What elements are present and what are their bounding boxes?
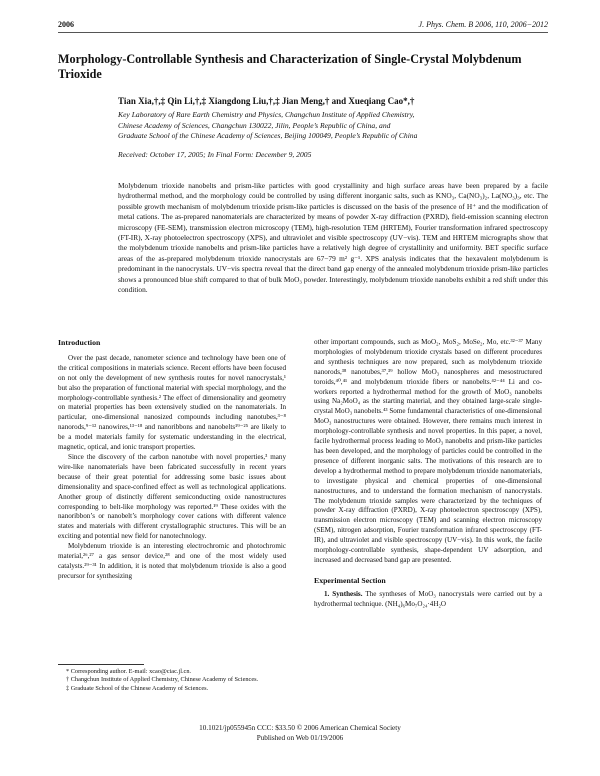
received-dates: Received: October 17, 2005; In Final Form: December 9, 2005	[118, 150, 312, 159]
journal-citation: J. Phys. Chem. B 2006, 110, 2006−2012	[418, 20, 548, 29]
right-column	[314, 338, 542, 610]
article-title: Morphology-Controllable Synthesis and Characterization of Single-Crystal Molybdenum Trioxide	[58, 52, 522, 81]
section-heading-introduction: Introduction	[58, 338, 101, 347]
intro-continued-paragraph: other important compounds, such as MoO₂, MoS₂, MoSe₂, Mo, etc.³²⁻³⁷ Many morphologies of molybdenum trioxide crystals based on different procedures and synthesis techniques are now prepared, such as molybdenum trioxide nanorods,³⁸ nanotubes,³⁷,³⁹ hollow MoO₃ nanospheres and mesostructured toroids,⁴⁰,⁴¹ and molybdenum trioxide fibers or nanobelts.⁴²⁻⁴⁴ Li and co-workers reported a hydrothermal method for the growth of MoO₃ nanobelts using Na₂MoO₄ as the starting material, and they obtained large-scale single-crystal MoO₃ nanobelts.⁴³ Some fundamental characteristics of one-dimensional MoO₃ nanostructures were obtained. However, there remains much interest in morphology-controllable synthesis and novel properties. In this paper, a novel, facile hydrothermal process leading to MoO₃ nanobelts and prism-like particles has been developed, and the morphology of particles could be controlled in the presence of different inorganic salts. The motivations of this research are to develop a hydrothermal method to prepare molybdenum trioxide nanomaterials, to investigate physical and chemical properties of one-dimensional nanostructures, and to understand the formation mechanism of nanocrystals. The molybdenum trioxide samples were characterized by the techniques of powder X-ray diffraction (PXRD), X-ray photoelectron spectroscopy (XPS), transmission electron microscopy (TEM) and scanning electron microscopy (SEM), nitrogen adsorption, Fourier transformation infrared spectroscopy (FT-IR), and ultraviolet and visible spectroscopy (UV−vis). In this work, the facile morphology-controllable synthesis, shape-dependent UV adsorption, and increased and decreased band gap are presented.	[314, 338, 542, 564]
affiliation-line: Key Laboratory of Rare Earth Chemistry and Physics, Changchun Institute of Applied Chemistry,	[118, 110, 415, 119]
section-heading-experimental: Experimental Section	[314, 575, 386, 585]
affiliation-line: Graduate School of the Chinese Academy of Sciences, Beijing 100049, People’s Republic of China	[118, 131, 418, 141]
footnote: † Changchun Institute of Applied Chemistry, Chinese Academy of Sciences.	[66, 676, 259, 684]
synthesis-text: The syntheses of MoO₃ nanocrystals were carried out by a hydrothermal technique. (NH₄)₆Mo₇O₂₄·4H₂O	[314, 589, 542, 608]
affiliations	[118, 110, 558, 142]
author-list: Tian Xia,†,‡ Qin Li,†,‡ Xiangdong Liu,†,‡ Jian Meng,† and Xueqiang Cao*,†	[118, 96, 415, 106]
doi-copyright: 10.1021/jp055945n CCC: $33.50 © 2006 American Chemical Society	[199, 724, 401, 732]
affiliation-line: Chinese Academy of Sciences, Changchun 130022, Jilin, People’s Republic of China, and	[118, 120, 391, 130]
published-date: Published on Web 01/19/2006	[256, 734, 344, 742]
intro-paragraph: Over the past decade, nanometer science and technology have been one of the critical compositions in materials science. Recent efforts have been focused on not only the development of new synthesis routes for novel nanocrystals,¹ but also the preparation of functional material with special morphology, and the morphology-controllable synthesis.² The effect of dimensionality and geometry on material properties has been extensively studied on the nanomaterials. In particular, one-dimensional nanosized compounds including nanotubes,³⁻⁸ nanorods,⁹⁻¹² nanowires,¹³⁻¹⁸ and nanoribbons and nanobelts¹⁹⁻²⁵ are likely to be a model materials family for systematic understanding in the electrical, magnetic, optical, and ionic transport properties.	[58, 353, 286, 452]
footnotes	[58, 668, 286, 693]
left-column	[58, 338, 286, 582]
footnote: ‡ Graduate School of the Chinese Academy of Sciences.	[66, 684, 209, 692]
footnote-divider	[58, 664, 144, 665]
synthesis-label: 1. Synthesis.	[324, 589, 363, 598]
running-head	[58, 20, 548, 33]
abstract: Molybdenum trioxide nanobelts and prism-like particles with good crystallinity and high surface areas have been prepared by a facile hydrothermal method, and the morphology could be controlled by using different inorganic salts, such as KNO₃, Ca(NO₃)₂, La(NO₃)₃, etc. The possible growth mechanism of molybdenum trioxide prism-like particles is discussed on the basis of the presence of H⁺ and the modification of metal cations. The as-prepared nanomaterials are characterized by means of powder X-ray diffraction (PXRD), field-emission scanning electron microscopy (FE-SEM), transmission electron microscopy (TEM), high-resolution TEM (HRTEM), Fourier transformation infrared spectroscopy (FT-IR), X-ray photoelectron spectroscopy (XPS), and ultraviolet and visible spectroscopy (UV−vis). TEM and HRTEM micrographs show that the molybdenum trioxide nanobelts and prism-like particles have a relatively high degree of crystallinity and uniformity. BET specific surface areas of the as-prepared molybdenum trioxide nanocrystals are 67−79 m² g⁻¹. XPS analysis indicates that the hexavalent molybdenum is predominant in the nanocrystals. UV−vis spectra reveal that the direct band gap energy of the annealed molybdenum trioxide prism-like particles shows a pronounced blue shift compared to that of bulk MoO₃ powder. Interestingly, molybdenum trioxide nanobelts exhibit a red shift under this condition.	[118, 181, 548, 295]
intro-paragraph: Since the discovery of the carbon nanotube with novel properties,³ many wire-like nanomaterials have been fabricated successfully in recent years because of their great potential for addressing some basic issues about dimensionality and space-confined effect as well as technological applications. Another group of distinctly different semiconducting oxide nanostructures corresponding to belt-like morphology was reported.¹⁹ These oxides with the nanoribbon’s or nanobelt’s morphology cover cations with different valence states and materials with different crystallographic structures. This will be an exciting and potential new field for nanotechnology.	[58, 452, 286, 541]
page-number: 2006	[58, 20, 74, 29]
intro-paragraph: Molybdenum trioxide is an interesting electrochromic and photochromic material,²⁶,²⁷ a gas sensor device,²⁸ and one of the most widely used catalysts.²⁹⁻³¹ In addition, it is noted that molybdenum trioxide is also a good precursor for synthesizing	[58, 542, 286, 580]
footnote: * Corresponding author. E-mail: xcao@ciac.jl.cn.	[66, 668, 192, 675]
synthesis-paragraph	[314, 590, 542, 610]
